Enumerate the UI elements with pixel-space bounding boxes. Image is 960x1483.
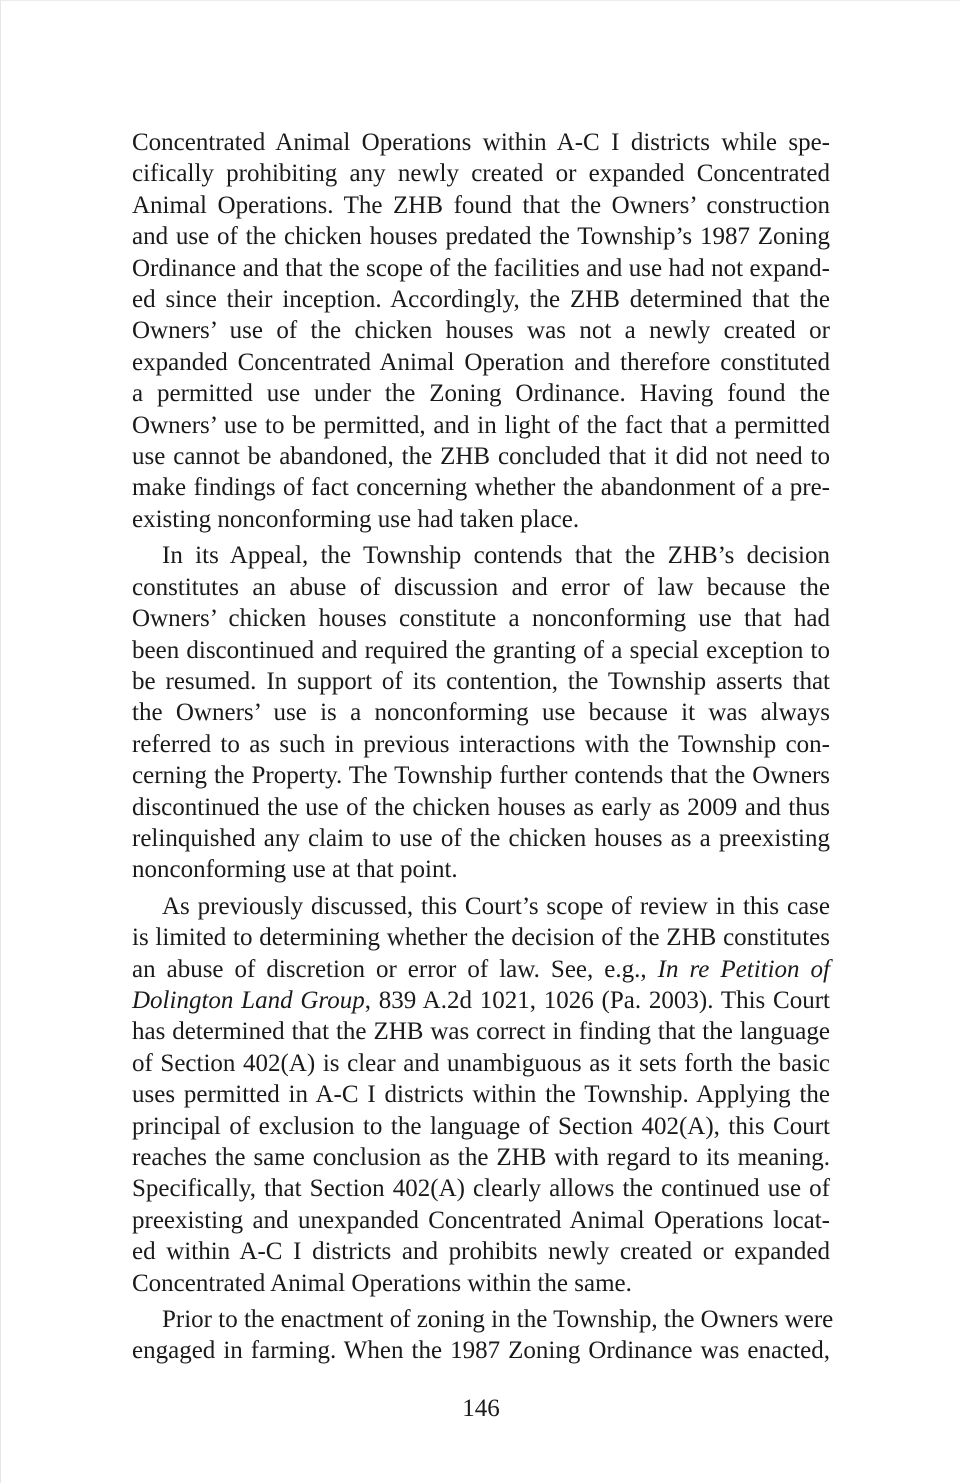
text-line: of Section 402(A) is clear and unambiguous as it sets forth the basic [132,1049,830,1077]
paragraph-2 [132,540,830,885]
text-line: and use of the chicken houses predated the Township’s 1987 Zoning [132,223,830,251]
text-line: a permitted use under the Zoning Ordinance. Having found the [132,380,830,408]
text-line: relinquished any claim to use of the chicken houses as a preexisting [132,824,830,852]
text-line-with-citation [132,954,830,985]
text-line: has determined that the ZHB was correct in finding that the language [132,1018,830,1046]
text-line: nonconforming use at that point. [132,856,458,884]
text-line: As previously discussed, this Court’s scope of review in this case [162,892,830,920]
text-line: be resumed. In support of its contention, the Township asserts that [132,667,830,695]
text-line: Prior to the enactment of zoning in the Township, the Owners were [162,1306,834,1334]
case-citation-italic: In re Petition of [657,955,830,983]
text-line: cerning the Property. The Township further contends that the Owners [132,762,830,790]
text-line: Owners’ use of the chicken houses was not a newly created or [132,317,830,345]
paragraph-3 [132,891,830,1299]
text-line: preexisting and unexpanded Concentrated Animal Operations locat- [132,1206,830,1234]
text-line: is limited to determining whether the decision of the ZHB constitutes [132,924,830,952]
text-line: Owners’ use to be permitted, and in light of the fact that a permitted [132,411,830,439]
text-segment: an abuse of discretion or error of law. See, e.g., [132,955,658,983]
text-line: In its Appeal, the Township contends that the ZHB’s decision [162,542,830,570]
text-line: reaches the same conclusion as the ZHB with regard to its meaning. [132,1144,830,1171]
text-line: existing nonconforming use had taken place. [132,505,580,533]
text-line: Ordinance and that the scope of the facilities and use had not expand- [132,254,830,282]
paragraph-1 [132,127,830,535]
text-line: Owners’ chicken houses constitute a nonconforming use that had [132,605,830,633]
text-line-with-citation [132,985,830,1016]
text-line: make findings of fact concerning whether the abandonment of a pre- [132,474,830,502]
text-line: constitutes an abuse of discussion and error of law because the [132,573,830,601]
text-line: ed within A-C I districts and prohibits newly created or expanded [132,1238,830,1266]
case-name-italic: Dolington Land Group [132,986,365,1014]
text-line: Concentrated Animal Operations within A-C I districts while spe- [132,129,830,156]
text-line: Animal Operations. The ZHB found that the Owners’ construction [132,191,830,219]
paragraph-4 [132,1304,834,1367]
text-line: Concentrated Animal Operations within the same. [132,1269,632,1297]
text-line: been discontinued and required the granting of a special exception to [132,636,830,664]
text-line: ed since their inception. Accordingly, the ZHB determined that the [132,286,830,314]
text-line: discontinued the use of the chicken houses as early as 2009 and thus [132,793,830,821]
page-number: 146 [462,1395,500,1422]
text-line: engaged in farming. When the 1987 Zoning Ordinance was enacted, [132,1337,830,1365]
text-line: use cannot be abandoned, the ZHB concluded that it did not need to [132,443,830,471]
text-line: principal of exclusion to the language of Section 402(A), this Court [132,1112,830,1140]
text-line: cifically prohibiting any newly created or expanded Concentrated [132,160,830,188]
text-segment: , 839 A.2d 1021, 1026 (Pa. 2003). This Court [364,986,830,1014]
body-text [132,127,834,1367]
text-line: Specifically, that Section 402(A) clearly allows the continued use of [132,1175,830,1203]
text-line: the Owners’ use is a nonconforming use because it was always [132,699,830,727]
text-line: expanded Concentrated Animal Operation and therefore constituted [132,348,830,376]
text-line: referred to as such in previous interactions with the Township con- [132,730,830,758]
text-line: uses permitted in A-C I districts within the Township. Applying the [132,1081,830,1109]
